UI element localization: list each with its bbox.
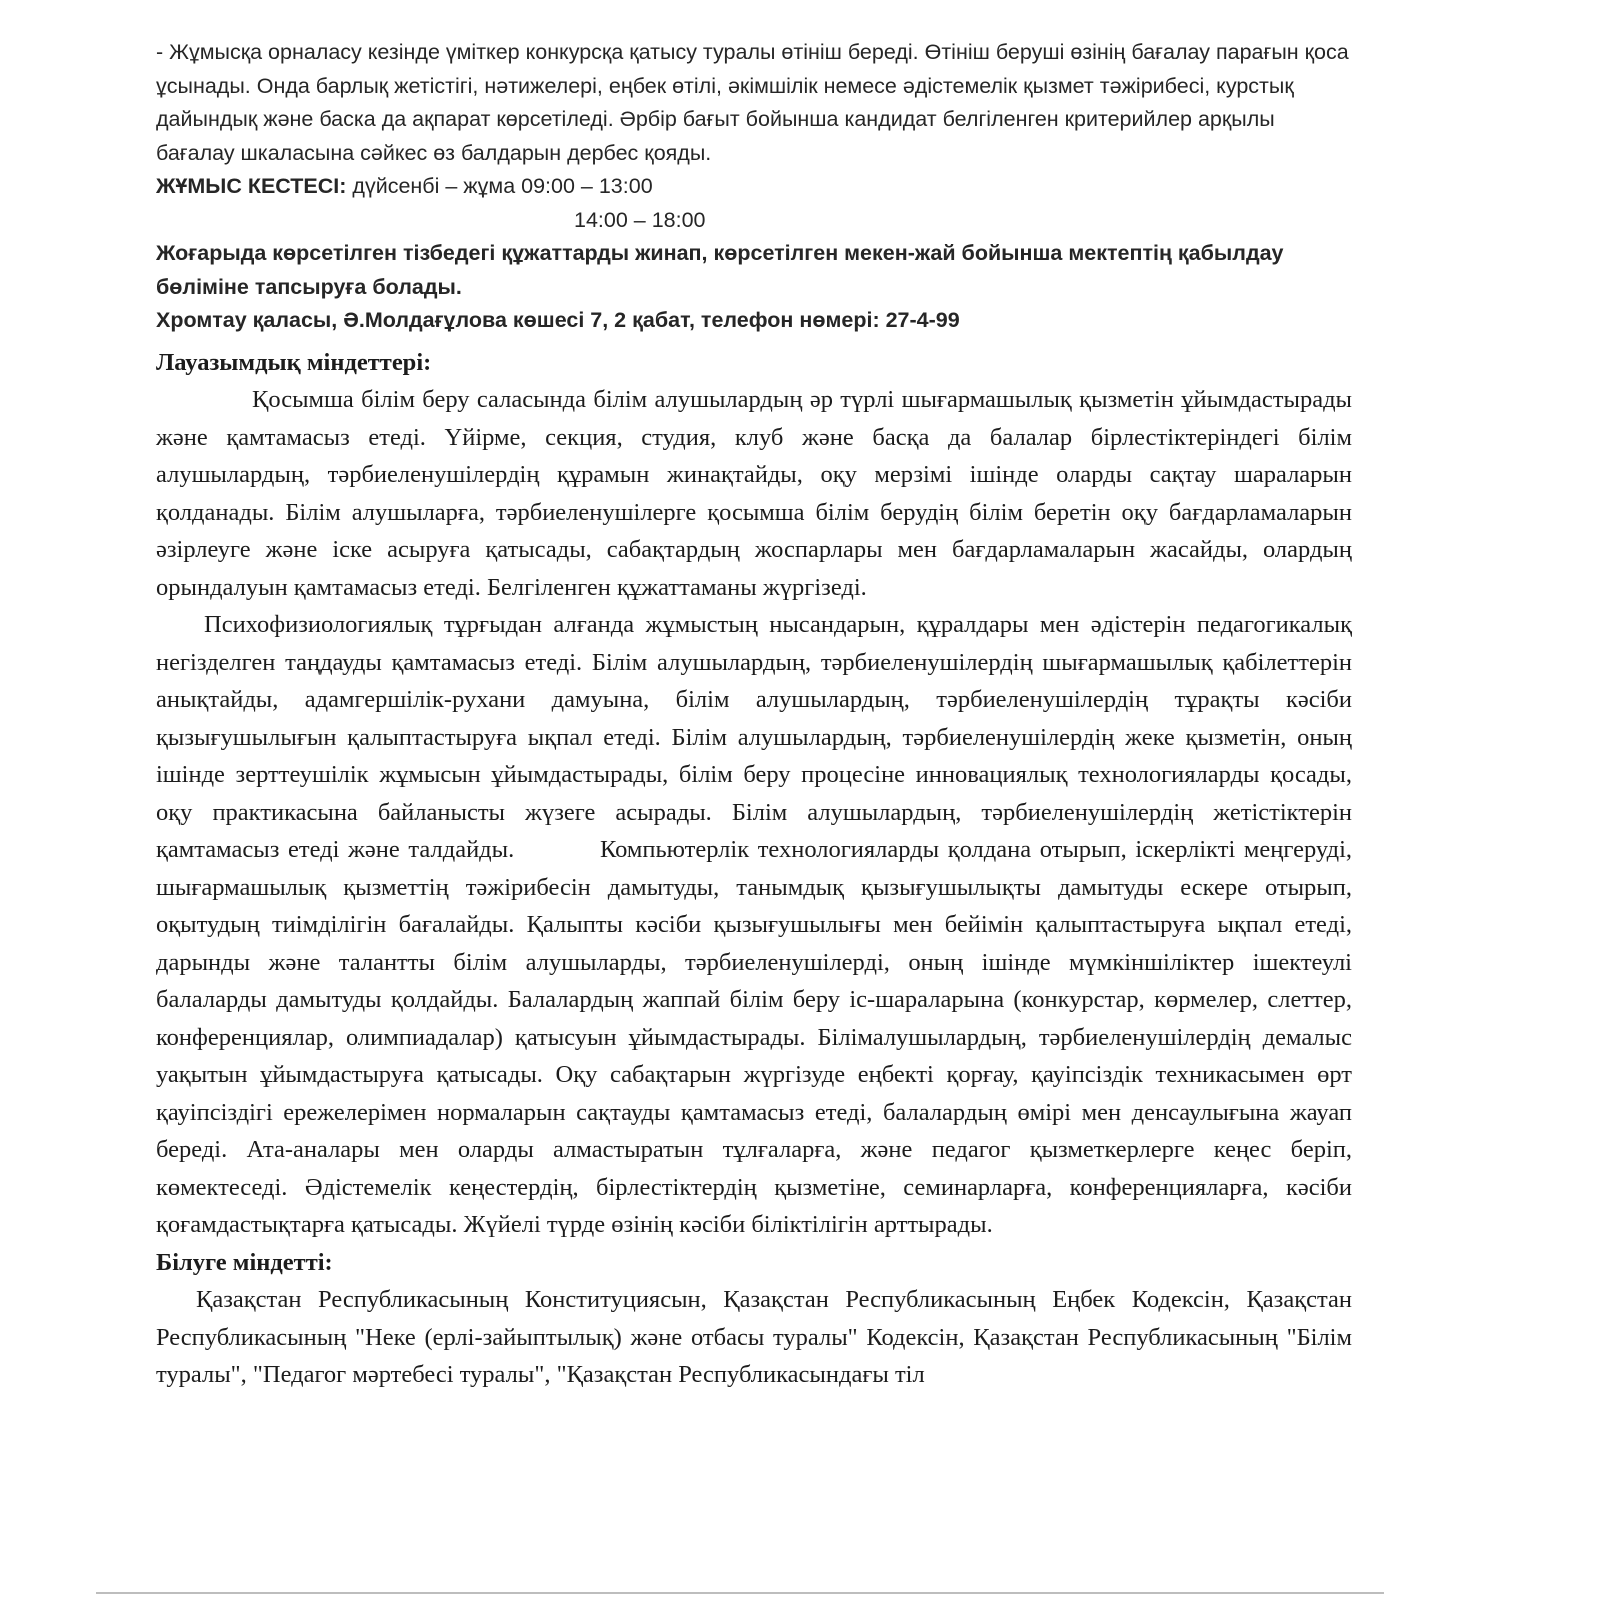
submission-instructions: Жоғарыда көрсетілген тізбедегі құжаттарды жинап, көрсетілген мекен-жай бойынша мектептің қабылдау бөліміне тапсыруға болады. — [156, 241, 1284, 299]
school-address: Хромтау қаласы, Ә.Молдағұлова көшесі 7, 2 қабат, телефон нөмері: 27-4-99 — [156, 308, 960, 332]
document-page — [156, 36, 1352, 1394]
duties-section — [156, 344, 1352, 1394]
duties-paragraph-1: Қосымша білім беру саласында білім алушылардың әр түрлі шығармашылық қызметін ұйымдастырады және қамтамасыз етеді. Үйірме, секция, студия, клуб және басқа да балалар бірлестіктеріндегі білім алушылардың, тәрбиеленушілердің құрамын жинақтайды, оқу мерзімі ішінде оларды сақтау шараларын қолданады. Білім алушыларға, тәрбиеленушілерге қосымша білім берудің білім беретін оқу бағдарламаларын әзірлеуге және іске асыруға қатысады, сабақтардың жоспарлары мен бағдарламаларын жасайды, олардың орындалуын қамтамасыз етеді. Белгіленген құжаттаманы жүргізеді. — [156, 386, 1352, 601]
vacancy-info-block — [156, 36, 1352, 338]
page-bottom-divider — [96, 1592, 1384, 1594]
schedule-label: ЖҰМЫС КЕСТЕСІ: — [156, 174, 347, 198]
knowledge-heading: Білуге міндетті: — [156, 1248, 333, 1276]
duties-paragraph-2-text: Психофизиологиялық тұрғыдан алғанда жұмыстың нысандарын, құралдары мен әдістерін педагогикалық негізделген таңдауды қамтамасыз етеді. Білім алушылардың, тәрбиеленушілердің шығармашылық қабілеттерін анықтайды, адамгершілік-рухани дамуына, білім алушылардың, тәрбиеленушілердің тұрақты кәсіби қызығушылығын қалыптастыруға ықпал етеді. Білім алушылардың, тәрбиеленушілердің жеке қызметін, оның ішінде зерттеушілік жұмысын ұйымдастырады, білім беру процесіне инновациялық технологияларды қосады, оқу практикасына байланысты жүзеге асырады. Білім алушылардың, тәрбиеленушілердің жетістіктерін қамтамасыз етеді және талдайды. — [156, 611, 1352, 863]
work-schedule — [156, 170, 1352, 237]
application-paragraph: - Жұмысқа орналасу кезінде үміткер конкурсқа қатысу туралы өтініш береді. Өтініш беруші өзінің бағалау парағын қоса ұсынады. Онда барлық жетістігі, нәтижелері, еңбек өтілі, әкімшілік немесе әдістемелік қызмет тәжірибесі, курстық дайындық және баска да ақпарат көрсетіледі. Әрбір бағыт бойынша кандидат белгіленген критерийлер арқылы бағалау шкаласына сәйкес өз балдарын дербес қояды. — [156, 40, 1349, 165]
schedule-line-2: 14:00 – 18:00 — [574, 207, 706, 232]
schedule-line-1: дүйсенбі – жұма 09:00 – 13:00 — [352, 174, 653, 198]
duties-paragraph-2 — [156, 606, 1352, 1244]
duties-heading: Лауазымдық міндеттері: — [156, 348, 432, 376]
knowledge-paragraph: Қазақстан Республикасының Конституциясын, Қазақстан Республикасының Еңбек Кодексін, Қазақстан Республикасының "Неке (ерлі-зайыптылық) және отбасы туралы" Кодексін, Қазақстан Республикасының "Білім туралы", "Педагог мәртебесі туралы", "Қазақстан Республикасындағы тіл — [156, 1286, 1352, 1388]
duties-paragraph-2-continued: Компьютерлік технологияларды қолдана отырып, іскерлікті меңгеруді, шығармашылық қызметтің тәжірибесін дамытуды, танымдық қызығушылықты дамытуды ескере отырып, оқытудың тиімділігін бағалайды. Қалыпты кәсіби қызығушылығы мен бейімін қалыптастыруға ықпал етеді, дарынды және талантты білім алушыларды, тәрбиеленушілерді, оның ішінде мүмкіншіліктер ішектеулі балаларды дамытуды қолдайды. Балалардың жаппай білім беру іс-шараларына (конкурстар, көрмелер, слеттер, конференциялар, олимпиадалар) қатысуын ұйымдастырады. Білімалушылардың, тәрбиеленушілердің демалыс уақытын ұйымдастыруға қатысады. Оқу сабақтарын жүргізуде еңбекті қорғау, қауіпсіздік техникасымен өрт қауіпсіздігі ережелерімен нормаларын сақтауды қамтамасыз етеді, балалардың өмірі мен денсаулығына жауап береді. Ата-аналары мен оларды алмастыратын тұлғаларға, және педагог қызметкерлерге кеңес беріп, көмектеседі. Әдістемелік кеңестердің, бірлестіктердің қызметіне, семинарларға, конференцияларға, кәсіби қоғамдастықтарға қатысады. Жүйелі түрде өзінің кәсіби біліктілігін арттырады. — [156, 836, 1352, 1238]
